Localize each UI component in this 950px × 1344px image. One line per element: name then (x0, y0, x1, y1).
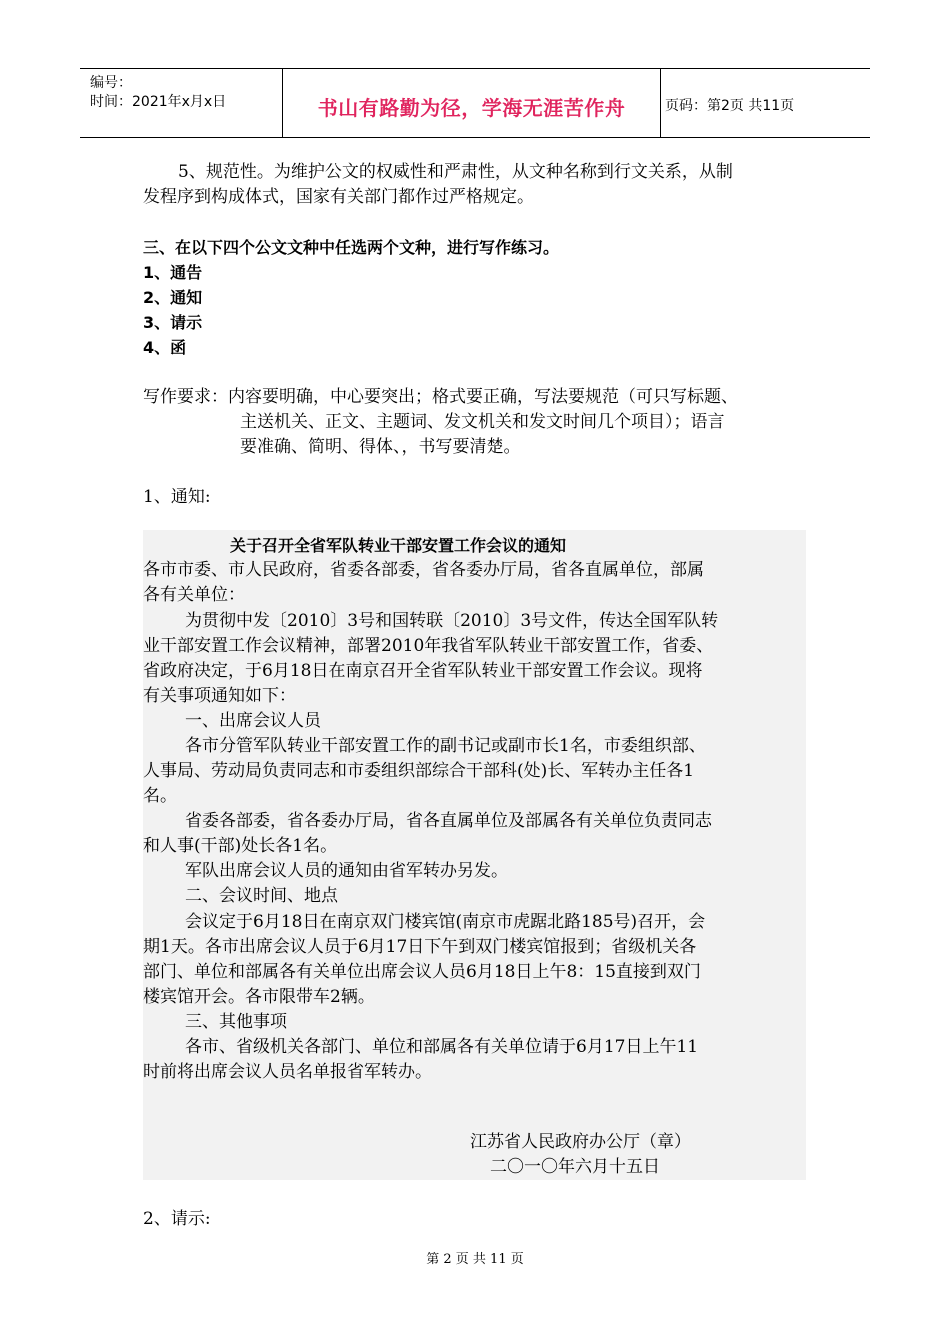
notice-line: 各市分管军队转业干部安置工作的副书记或副市长1名，市委组织部、 (185, 736, 706, 756)
notice-line: 各市市委、市人民政府，省委各部委，省各委办厅局，省各直属单位，部属 (143, 560, 704, 580)
paragraph-5-line-1: 5、规范性。为维护公文的权威性和严肃性，从文种名称到行文关系，从制 (178, 162, 733, 182)
writing-requirements-line-3: 要准确、简明、得体、，书写要清楚。 (240, 437, 521, 457)
notice-line: 楼宾馆开会。各市限带车2辆。 (143, 987, 375, 1007)
notice-line: 省政府决定，于6月18日在南京召开全省军队转业干部安置工作会议。现将 (143, 661, 703, 681)
header-center-cell (283, 69, 661, 137)
section-3-heading: 三、在以下四个公文文种中任选两个文种，进行写作练习。 (143, 238, 560, 257)
notice-line: 一、出席会议人员 (185, 711, 321, 731)
notice-line: 三、其他事项 (185, 1012, 287, 1032)
writing-requirements-line-2: 主送机关、正文、主题词、发文机关和发文时间几个项目）；语言 (240, 412, 725, 432)
notice-line: 业干部安置工作会议精神，部署2010年我省军队转业干部安置工作，省委、 (143, 636, 714, 656)
notice-line: 和人事(干部)处长各1名。 (143, 836, 338, 856)
document-time-label: 时间：2021年x月x日 (90, 94, 227, 110)
notice-line: 期1天。各市出席会议人员于6月17日下午到双门楼宾馆报到；省级机关各 (143, 937, 697, 957)
option-item: 3、请示 (143, 313, 203, 332)
header-motto: 书山有路勤为径，学海无涯苦作舟 (317, 96, 626, 120)
notice-signature: 江苏省人民政府办公厅（章） (470, 1132, 691, 1152)
notice-line: 二、会议时间、地点 (185, 886, 338, 906)
writing-requirements-line-1: 写作要求：内容要明确，中心要突出；格式要正确，写法要规范（可只写标题、 (143, 387, 738, 407)
notice-line: 人事局、劳动局负责同志和市委组织部综合干部科(处)长、军转办主任各1 (143, 761, 695, 781)
notice-line: 部门、单位和部属各有关单位出席会议人员6月18日上午8：15直接到双门 (143, 962, 701, 982)
notice-line: 时前将出席会议人员名单报省军转办。 (143, 1062, 432, 1082)
item-1-label: 1、通知: (143, 487, 211, 507)
notice-line: 名。 (143, 786, 177, 806)
header-page-number: 页码：第2页 共11页 (665, 98, 795, 114)
notice-line: 各有关单位： (143, 585, 245, 605)
option-item: 2、通知 (143, 288, 203, 307)
notice-line: 为贯彻中发〔2010〕3号和国转联〔2010〕3号文件，传达全国军队转 (185, 611, 719, 631)
notice-line: 会议定于6月18日在南京双门楼宾馆(南京市虎踞北路185号)召开，会 (185, 912, 706, 932)
option-item: 4、函 (143, 338, 187, 357)
document-code-label: 编号： (90, 75, 132, 91)
notice-line: 有关事项通知如下： (143, 686, 296, 706)
header-left-cell (80, 69, 283, 137)
header-right-cell (661, 69, 870, 137)
page-header (80, 68, 870, 138)
item-2-label: 2、请示: (143, 1209, 211, 1229)
notice-line: 军队出席会议人员的通知由省军转办另发。 (185, 861, 508, 881)
paragraph-5-line-2: 发程序到构成体式，国家有关部门都作过严格规定。 (143, 187, 534, 207)
option-item: 1、通告 (143, 263, 203, 282)
notice-line: 各市、省级机关各部门、单位和部属各有关单位请于6月17日上午11 (185, 1037, 699, 1057)
notice-line: 省委各部委，省各委办厅局，省各直属单位及部属各有关单位负责同志 (185, 811, 712, 831)
notice-date: 二〇一〇年六月十五日 (490, 1157, 660, 1177)
page-footer: 第 2 页 共 11 页 (426, 1252, 524, 1267)
notice-title: 关于召开全省军队转业干部安置工作会议的通知 (230, 536, 567, 555)
